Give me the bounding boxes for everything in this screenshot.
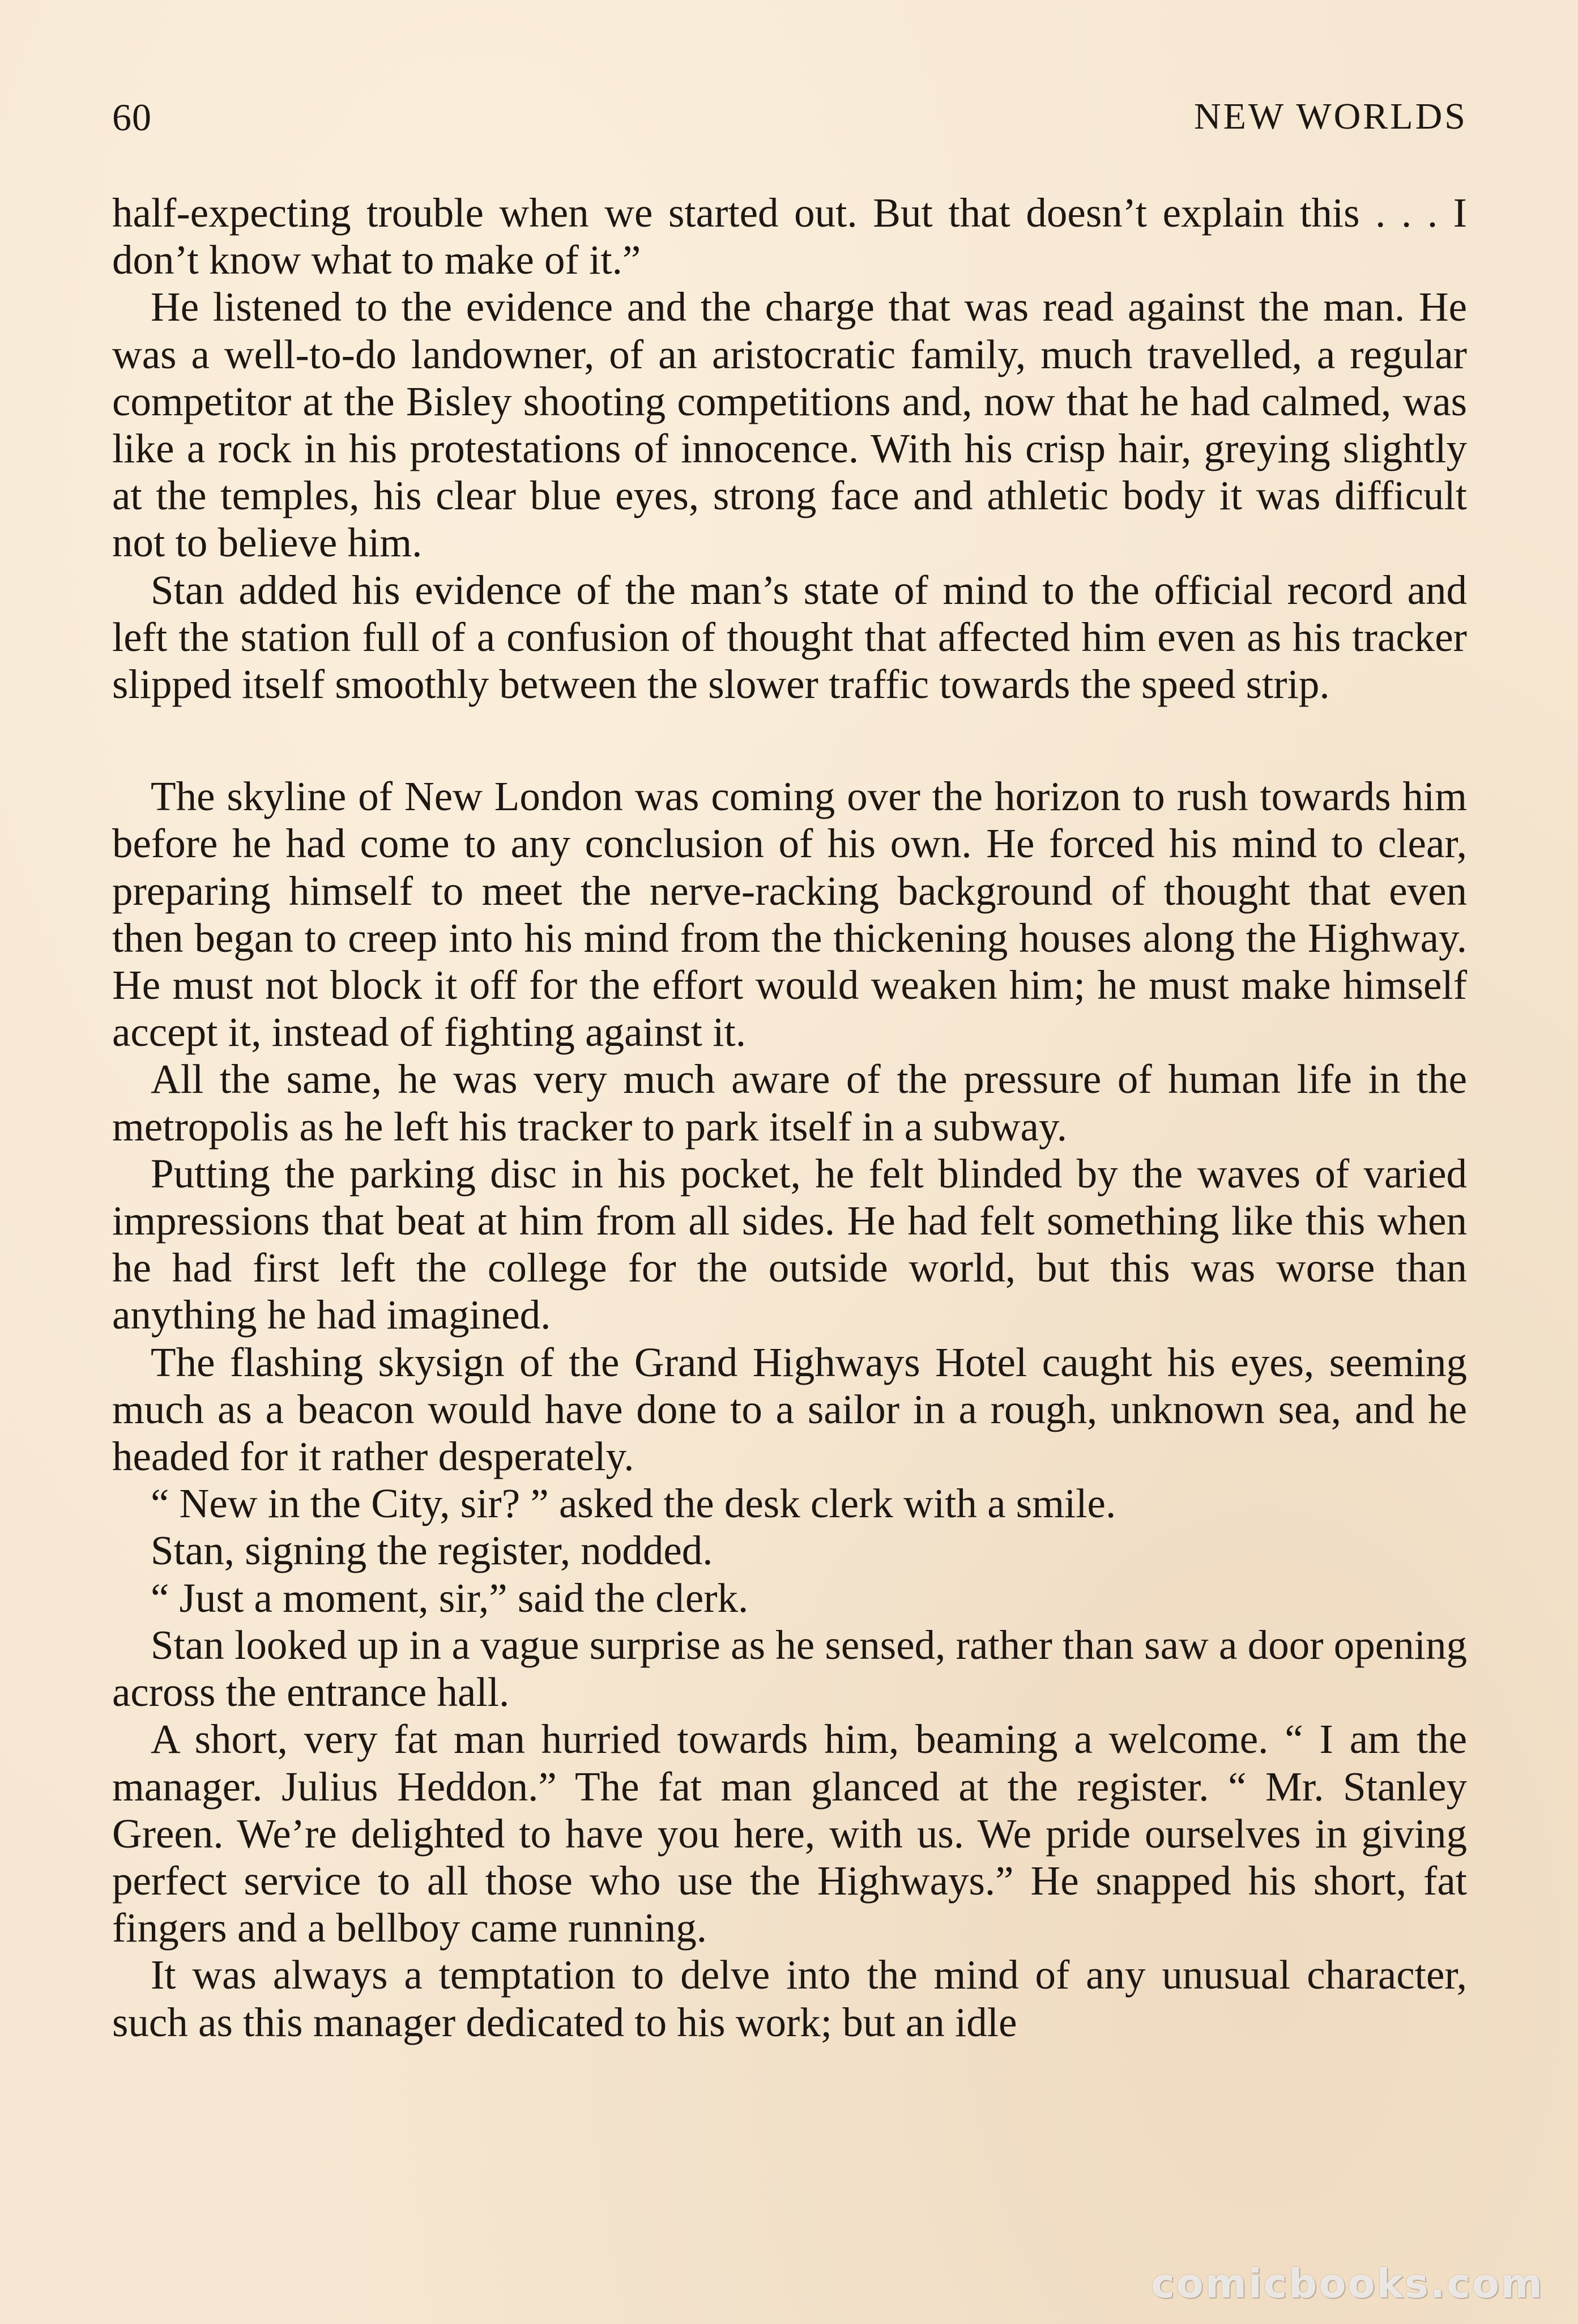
paragraph: half-expecting trouble when we started out. But that doesn’t explain this . . . I don’t know what to make of it.” — [112, 190, 1467, 283]
section-break — [112, 708, 1467, 773]
running-head: NEW WORLDS — [1193, 96, 1468, 137]
paragraph: Stan added his evidence of the man’s state of mind to the official record and left the station full of a confusion of thought that affected him even as his tracker slipped itself smoothly between the slower traffic towards the speed strip. — [112, 567, 1467, 708]
body-text — [112, 189, 1467, 2046]
paragraph: The flashing skysign of the Grand Highways Hotel caught his eyes, seeming much as a beacon would have done to a sailor in a rough, unknown sea, and he headed for it rather desperately. — [112, 1339, 1467, 1480]
paragraph: Putting the parking disc in his pocket, he felt blinded by the waves of varied impressions that beat at him from all sides. He had felt something like this when he had first left the college for the outside world, but this was worse than anything he had imagined. — [112, 1150, 1467, 1338]
paragraph: Stan, signing the register, nodded. — [151, 1527, 713, 1574]
page-header — [112, 95, 1468, 152]
paragraph: All the same, he was very much aware of the pressure of human life in the metropolis as he left his tracker to park itself in a subway. — [112, 1056, 1467, 1150]
paragraph: It was always a temptation to delve into the mind of any unusual character, such as this manager dedicated to his work; but an idle — [112, 1952, 1467, 2045]
paragraph: A short, very fat man hurried towards him, beaming a welcome. “ I am the manager. Julius Heddon.” The fat man glanced at the register. “ Mr. Stanley Green. We’re delighted to have you here, with us. We pride ourselves in giving perfect service to all those who use the Highways.” He snapped his short, fat fingers and a bellboy came running. — [112, 1716, 1467, 1951]
paragraph: He listened to the evidence and the charge that was read against the man. He was a well-to-do landowner, of an aristocratic family, much travelled, a regular competitor at the Bisley shooting competitions and, now that he had calmed, was like a rock in his protestations of innocence. With his crisp hair, greying slightly at the temples, his clear blue eyes, strong face and athletic body it was difficult not to believe him. — [112, 284, 1467, 566]
paragraph: The skyline of New London was coming over the horizon to rush towards him before he had come to any conclusion of his own. He forced his mind to clear, preparing himself to meet the nerve-racking background of thought that even then began to creep into his mind from the thickening houses along the Highway. He must not block it off for the effort would weaken him; he must make himself accept it, instead of fighting against it. — [112, 773, 1467, 1055]
paragraph: “ New in the City, sir? ” asked the desk clerk with a smile. — [151, 1480, 1116, 1527]
page-number: 60 — [112, 96, 152, 139]
paragraph: “ Just a moment, sir,” said the clerk. — [151, 1574, 749, 1621]
watermark: comicbooks.com — [1151, 2261, 1544, 2307]
paragraph: Stan looked up in a vague surprise as he sensed, rather than saw a door opening across the entrance hall. — [112, 1621, 1467, 1716]
